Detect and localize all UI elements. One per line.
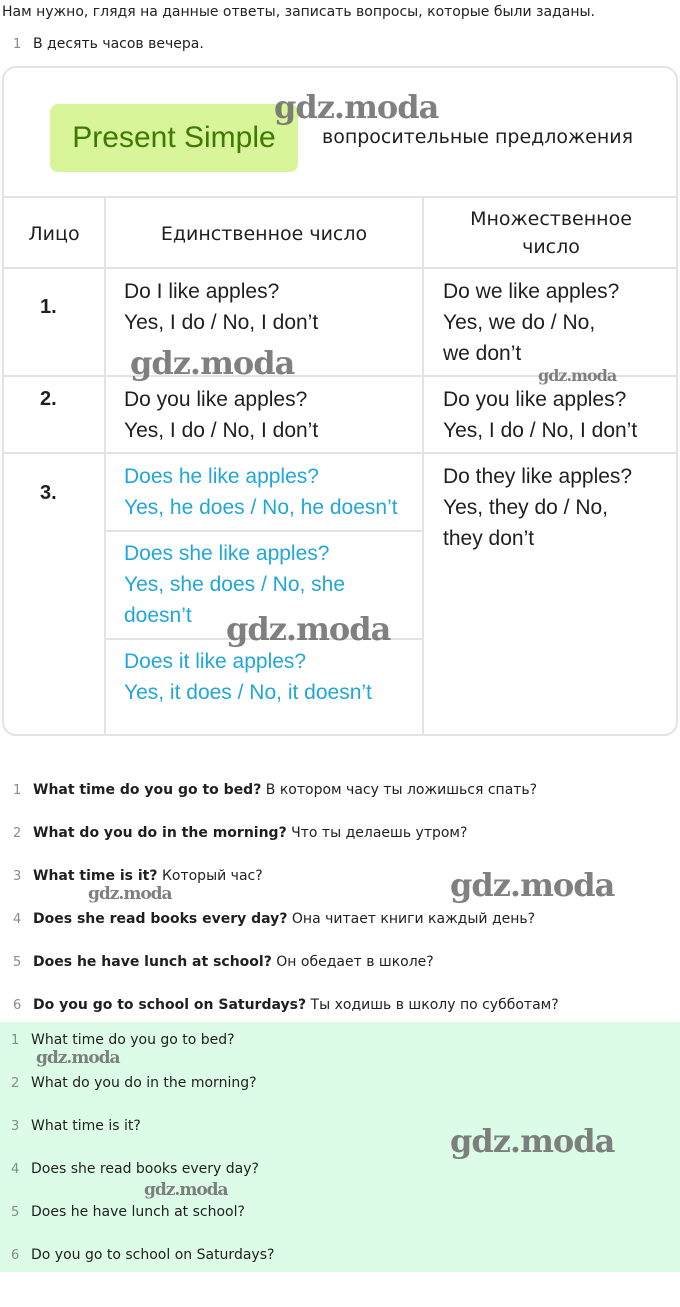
- answer-item: 1 What time do you go to bed?: [11, 1032, 235, 1048]
- singular-cell-it: Does it like apples? Yes, it does / No, it doesn’t: [124, 650, 372, 704]
- watermark: gdz.moda: [88, 884, 172, 904]
- example-text: В десять часов вечера.: [33, 36, 204, 52]
- question-item: 4 Does she read books every day? Она читает книги каждый день?: [13, 911, 536, 927]
- plural-cell: Do we like apples? Yes, we do / No, we don’t: [443, 280, 620, 365]
- header-singular: Единственное число: [160, 223, 368, 245]
- watermark: gdz.moda: [538, 366, 617, 385]
- watermark: gdz.moda: [144, 1180, 228, 1200]
- answer-item: 3 What time is it?: [11, 1118, 141, 1134]
- tense-badge: Present Simple: [50, 104, 298, 172]
- item-number: 1: [13, 37, 22, 52]
- watermark: gdz.moda: [450, 866, 615, 904]
- watermark: gdz.moda: [226, 610, 391, 648]
- watermark: gdz.moda: [130, 344, 295, 382]
- singular-cell: Do you like apples? Yes, I do / No, I don’t: [124, 388, 319, 442]
- example-item: [13, 36, 204, 52]
- header-plural: Множественное число: [470, 208, 632, 258]
- row-number: 3.: [40, 482, 57, 504]
- answer-item: 4 Does she read books every day?: [11, 1161, 259, 1177]
- answer-item: 2 What do you do in the morning?: [11, 1075, 257, 1091]
- watermark: gdz.moda: [274, 88, 439, 126]
- singular-cell-she: Does she like apples? Yes, she does / No, she doesn’t: [124, 542, 346, 627]
- question-item: 1 What time do you go to bed? В котором часу ты ложишься спать?: [13, 782, 538, 798]
- question-item: 3 What time is it? Который час?: [13, 868, 263, 884]
- row-number: 1.: [40, 296, 57, 318]
- answer-item: 5 Does he have lunch at school?: [11, 1204, 245, 1220]
- question-item: 2 What do you do in the morning? Что ты делаешь утром?: [13, 825, 468, 841]
- plural-cell: Do they like apples? Yes, they do / No, they don’t: [443, 465, 633, 550]
- singular-cell-he: Does he like apples? Yes, he does / No, he doesn’t: [124, 465, 398, 519]
- watermark: gdz.moda: [450, 1122, 615, 1160]
- question-item: 5 Does he have lunch at school? Он обедает в школе?: [13, 954, 434, 970]
- grammar-table: [2, 66, 678, 736]
- plural-cell: Do you like apples? Yes, I do / No, I don’t: [443, 388, 638, 442]
- singular-cell: Do I like apples? Yes, I do / No, I don’t: [124, 280, 319, 334]
- row-number: 2.: [40, 388, 57, 410]
- answers-block: [0, 1022, 680, 1272]
- watermark: gdz.moda: [36, 1048, 120, 1068]
- header-person: Лицо: [28, 223, 80, 245]
- table-subtitle: вопросительные предложения: [322, 126, 634, 148]
- answer-item: 6 Do you go to school on Saturdays?: [11, 1247, 275, 1263]
- instruction-text: Нам нужно, глядя на данные ответы, записать вопросы, которые были заданы.: [2, 4, 595, 20]
- question-item: 6 Do you go to school on Saturdays? Ты ходишь в школу по субботам?: [13, 997, 559, 1013]
